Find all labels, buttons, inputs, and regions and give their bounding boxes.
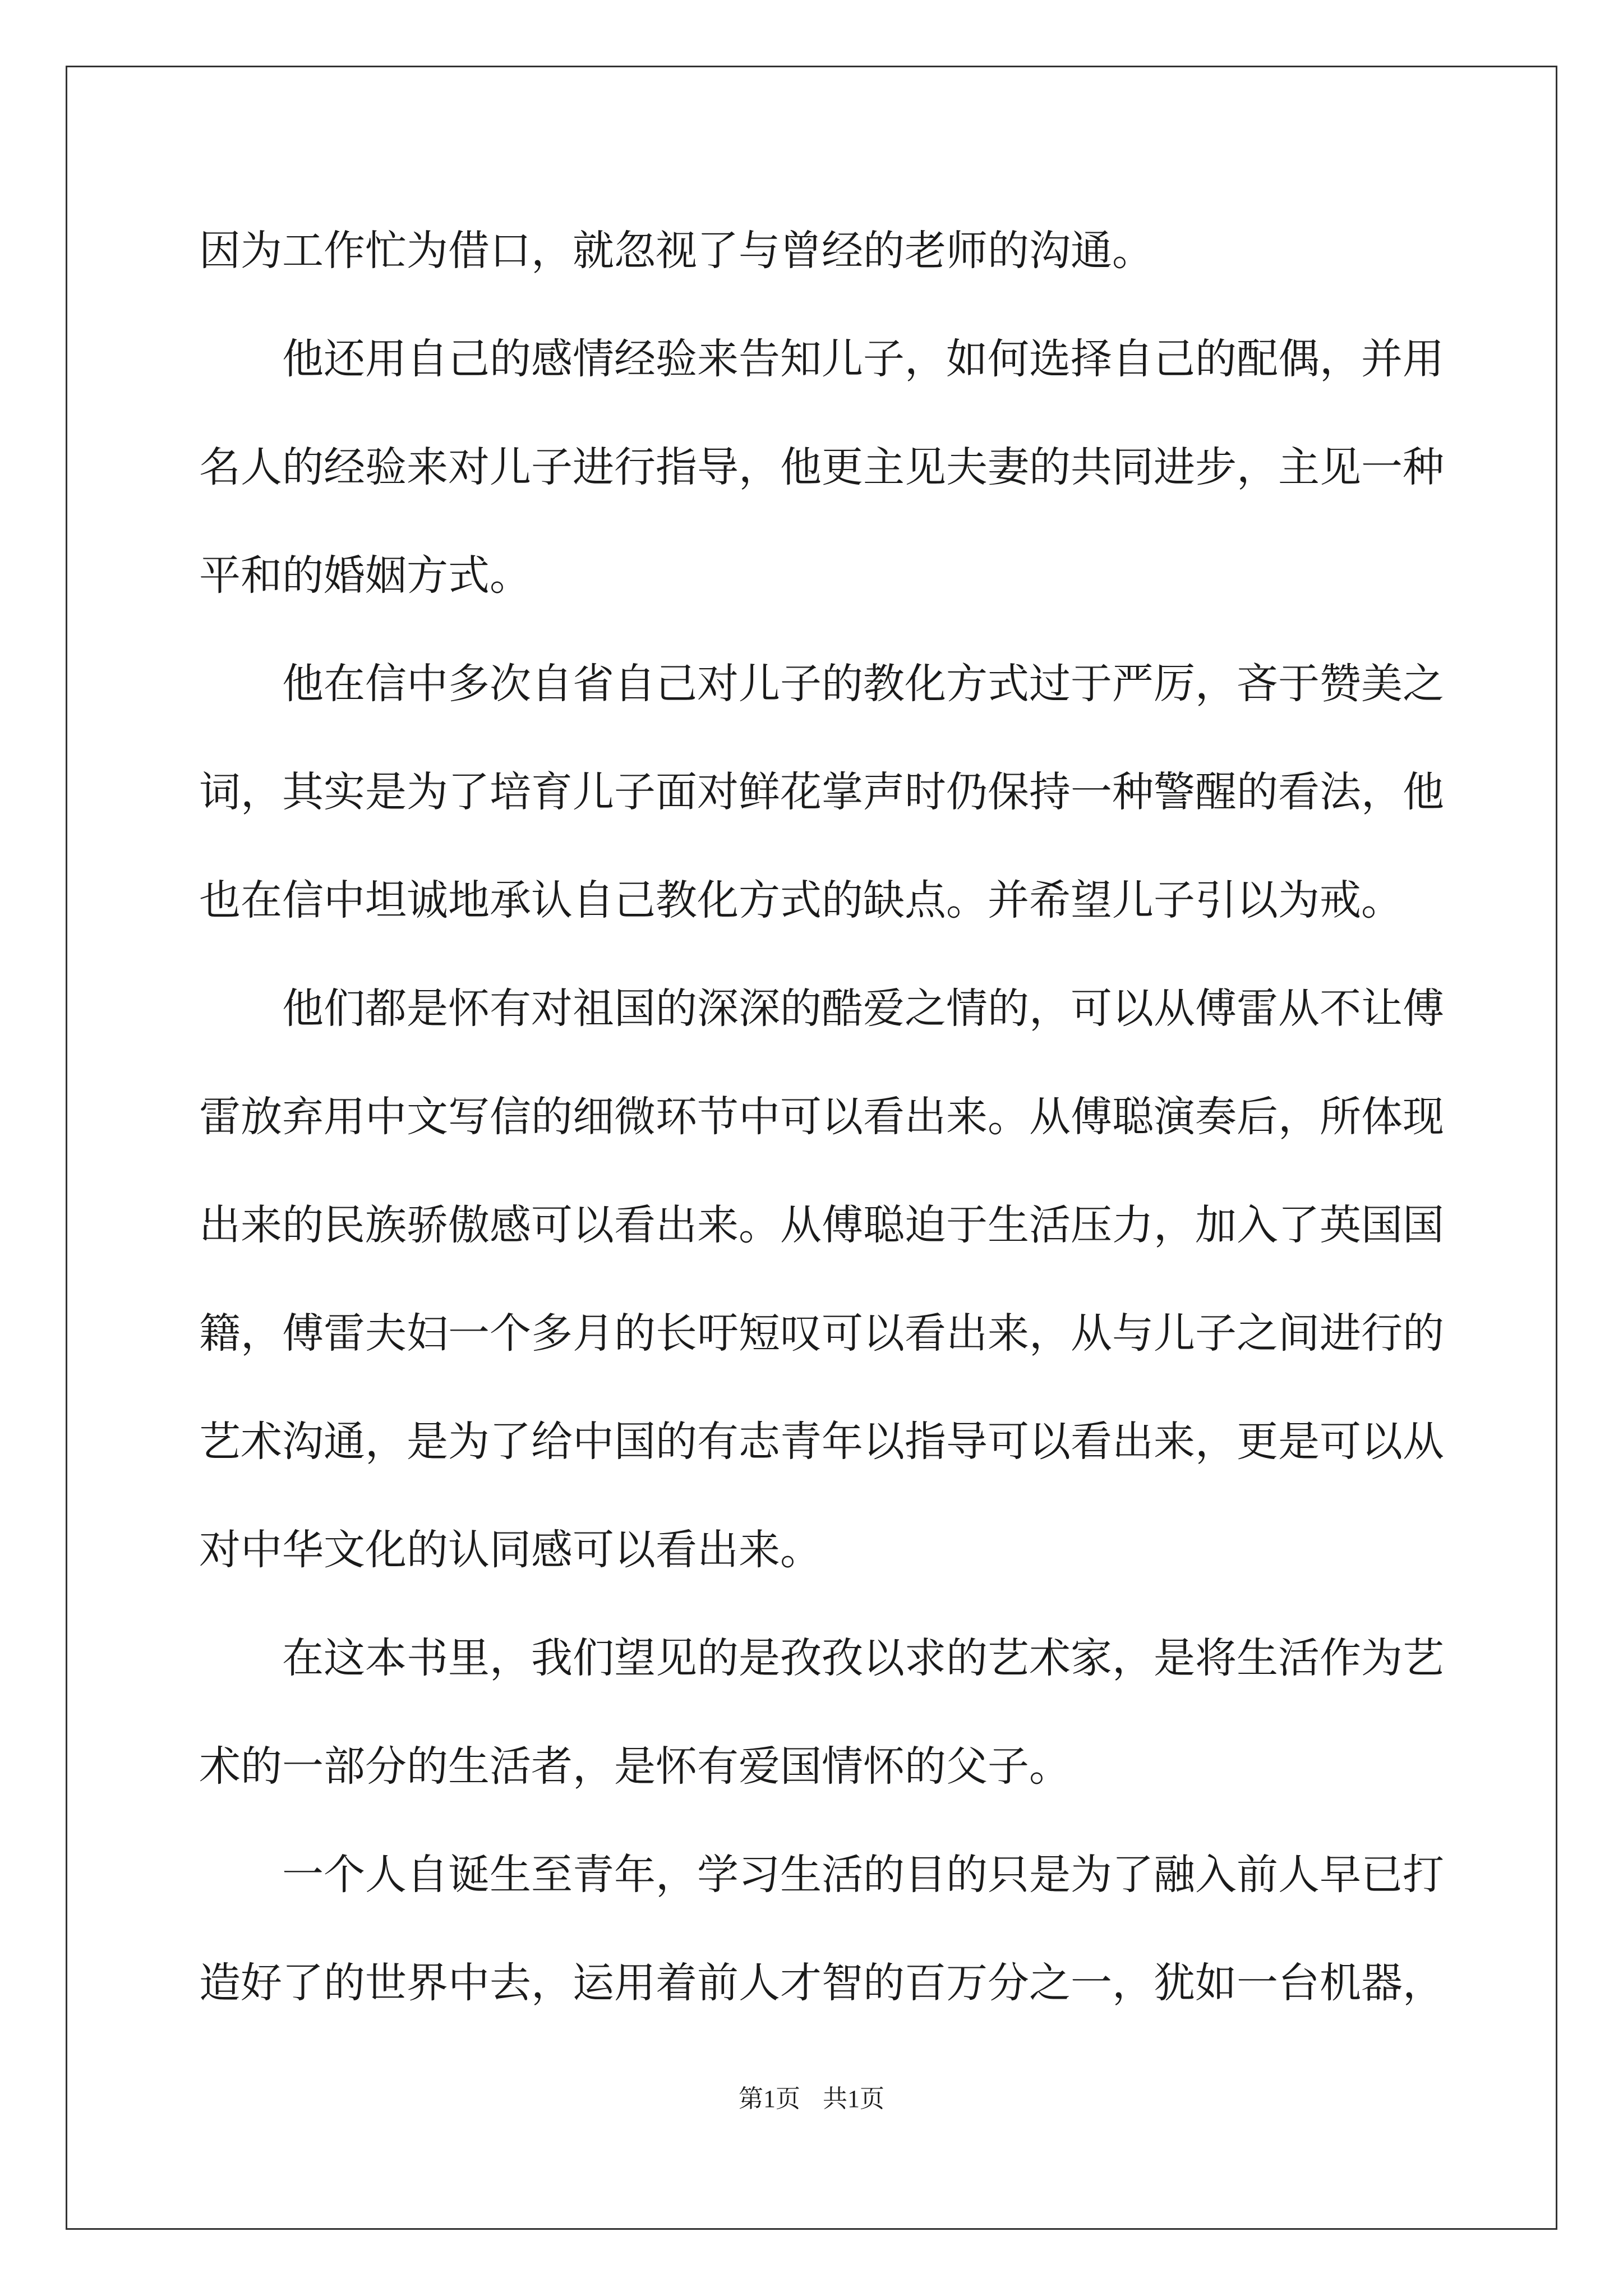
paragraph-line: 对中华文化的认同感可以看出来。 <box>199 1526 822 1574</box>
paragraph-line: 术的一部分的生活者，是怀有爱国情怀的父子。 <box>199 1742 1071 1791</box>
paragraph-line: 出来的民族骄傲感可以看出来。从傅聪迫于生活压力，加入了英国国 <box>199 1201 1444 1249</box>
paragraph-line: 他还用自己的感情经验来告知儿子，如何选择自己的配偶，并用 <box>282 335 1444 383</box>
paragraph-line: 艺术沟通，是为了给中国的有志青年以指导可以看出来，更是可以从 <box>199 1418 1444 1466</box>
paragraph-line: 词，其实是为了培育儿子面对鲜花掌声时仍保持一种警醒的看法，他 <box>199 768 1444 816</box>
paragraph-line: 一个人自诞生至青年，学习生活的目的只是为了融入前人早已打 <box>282 1851 1444 1899</box>
paragraph-line: 他在信中多次自省自己对儿子的教化方式过于严厉，吝于赞美之 <box>282 660 1444 708</box>
paragraph-line: 他们都是怀有对祖国的深深的酷爱之情的，可以从傅雷从不让傅 <box>282 984 1444 1033</box>
page-total: 共1页 <box>823 2085 884 2113</box>
paragraph-line: 造好了的世界中去，运用着前人才智的百万分之一，犹如一台机器， <box>199 1959 1444 2007</box>
paragraph-line: 雷放弃用中文写信的细微环节中可以看出来。从傅聪演奏后，所体现 <box>199 1093 1444 1141</box>
paragraph-line: 名人的经验来对儿子进行指导，他更主见夫妻的共同进步，主见一种 <box>199 443 1444 491</box>
page-footer <box>0 2082 1623 2116</box>
paragraph-line: 因为工作忙为借口，就忽视了与曾经的老师的沟通。 <box>199 227 1154 275</box>
paragraph-line: 也在信中坦诚地承认自己教化方式的缺点。并希望儿子引以为戒。 <box>199 876 1403 924</box>
paragraph-line: 籍，傅雷夫妇一个多月的长吁短叹可以看出来，从与儿子之间进行的 <box>199 1309 1444 1358</box>
paragraph-line: 在这本书里，我们望见的是孜孜以求的艺术家，是将生活作为艺 <box>282 1634 1444 1682</box>
page-number: 第1页 <box>739 2085 800 2113</box>
paragraph-line: 平和的婚姻方式。 <box>199 551 531 600</box>
